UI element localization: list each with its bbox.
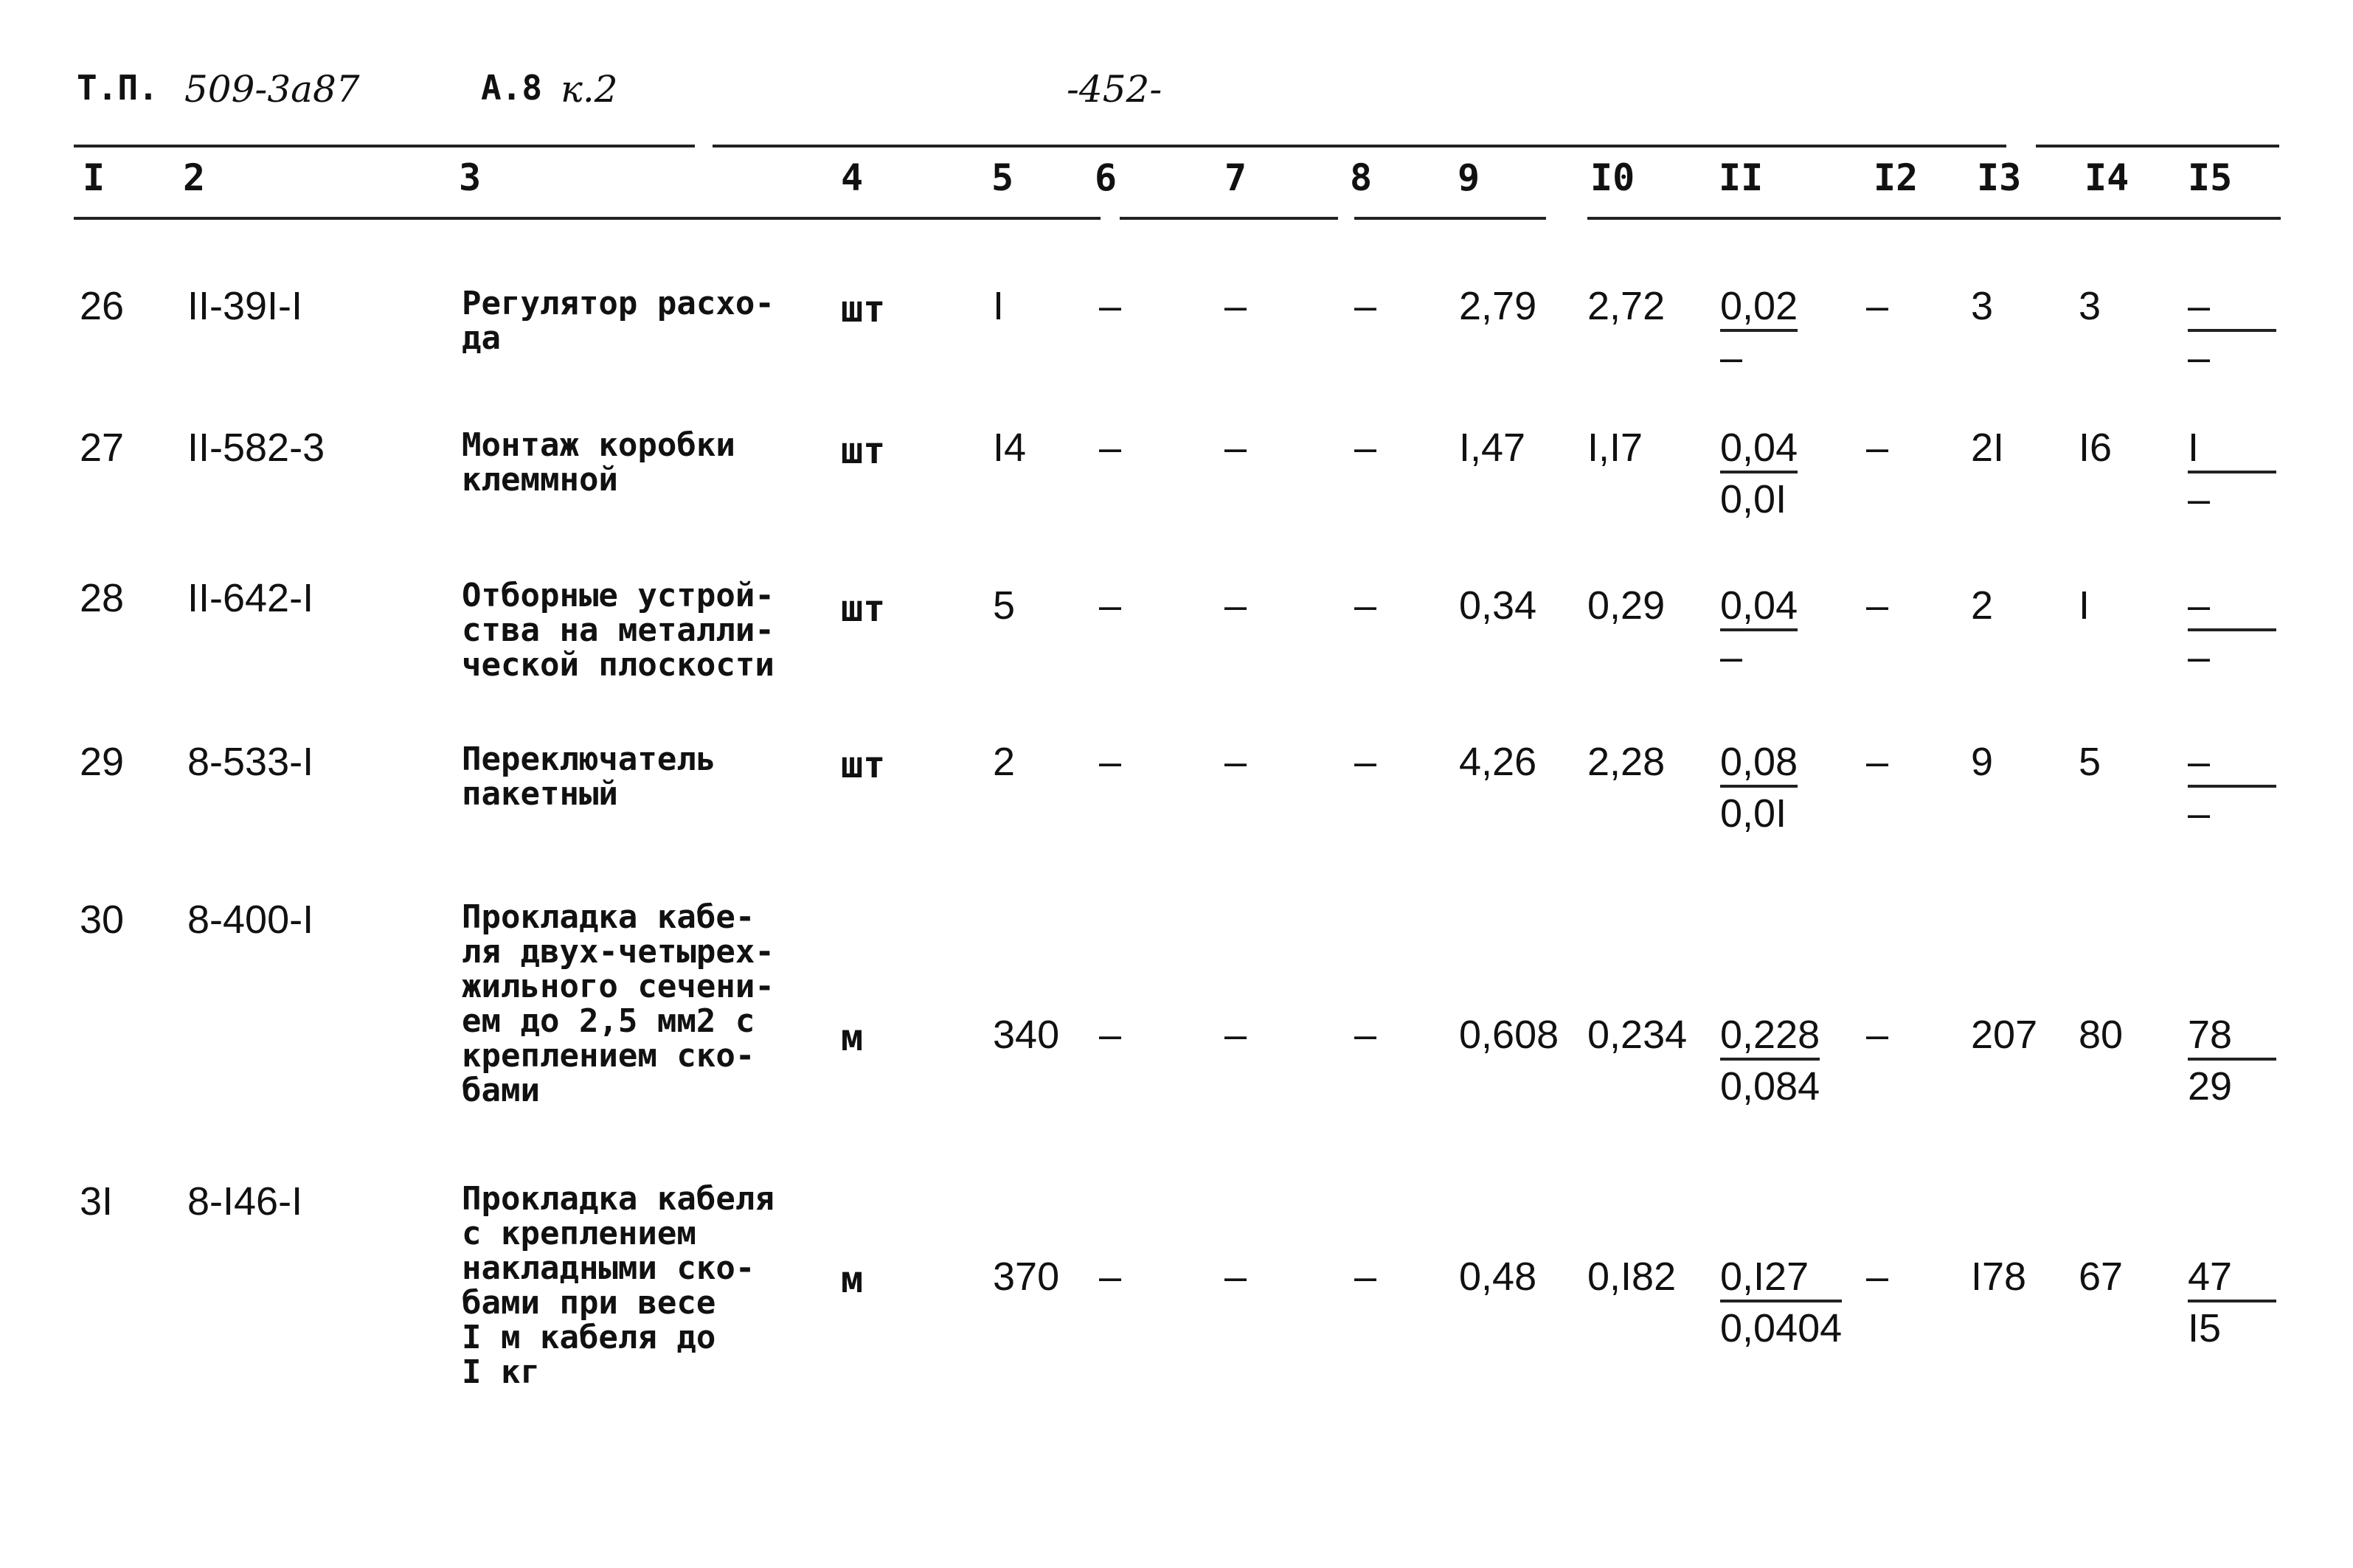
norm-code: II-39I-I (187, 284, 303, 328)
col-6-value: – (1099, 740, 1122, 784)
col-15-bottom: – (2188, 336, 2211, 380)
col-8-value: – (1354, 740, 1377, 784)
col-15-fraction (2188, 583, 2276, 679)
col-6-value: – (1099, 1255, 1122, 1299)
col-14-value: 3 (2079, 284, 2101, 328)
col-9-value: 2,79 (1459, 284, 1537, 328)
col-15-fraction (2188, 428, 2276, 519)
column-number: 7 (1224, 156, 1247, 199)
col-9-value: 0,608 (1459, 1013, 1559, 1057)
col-15-fraction (2188, 286, 2276, 378)
col-11-bottom: 0,084 (1720, 1064, 1820, 1109)
project-code: 509-3а87 (184, 68, 360, 111)
col-15-fraction (2188, 1257, 2276, 1348)
col-11-top: 0,I27 (1720, 1257, 1842, 1302)
col-11-top: 0,228 (1720, 1015, 1820, 1061)
col-9-value: 0,34 (1459, 583, 1537, 628)
col-11-fraction (1720, 1257, 1842, 1348)
col-9-value: 0,48 (1459, 1255, 1537, 1299)
norm-code: 8-533-I (187, 740, 314, 784)
col-12-value: – (1866, 740, 1889, 784)
col-15-bottom: I5 (2188, 1306, 2222, 1350)
row-number: 26 (80, 284, 125, 328)
col-12-value: – (1866, 284, 1889, 328)
col-11-top: 0,04 (1720, 428, 1798, 473)
doc-label: Т.П. (77, 68, 159, 108)
col-8-value: – (1354, 426, 1377, 470)
quantity: 5 (993, 583, 1016, 628)
column-number: 2 (183, 156, 206, 199)
col-11-bottom: 0,0I (1720, 791, 1787, 836)
col-15-fraction (2188, 1013, 2276, 1109)
col-6-value: – (1099, 583, 1122, 628)
col-13-value: 3 (1971, 284, 1994, 328)
row-number: 3I (80, 1179, 114, 1224)
col-10-value: 0,29 (1587, 583, 1666, 628)
col-15-top: – (2188, 286, 2276, 332)
col-15-bottom: – (2188, 477, 2211, 521)
col-11-fraction (1720, 286, 1798, 378)
col-8-value: – (1354, 1013, 1377, 1057)
col-13-value: 9 (1971, 740, 1994, 784)
col-11-bottom: – (1720, 635, 1743, 679)
col-9-value: I,47 (1459, 426, 1526, 470)
work-description: Прокладка кабе- ля двух-четырех- жильного сечени- ем до 2,5 мм2 с креплением ско- бами (462, 898, 774, 1109)
norm-code: 8-400-I (187, 898, 314, 942)
header-rule-bottom (1354, 217, 1546, 220)
album-label: А.8 (481, 68, 543, 108)
header-rule-bottom (1587, 217, 2281, 220)
col-6-value: – (1099, 284, 1122, 328)
col-11-bottom: – (1720, 336, 1743, 380)
col-11-top: 0,08 (1720, 742, 1798, 788)
col-8-value: – (1354, 1255, 1377, 1299)
col-12-value: – (1866, 426, 1889, 470)
header-rule-top (74, 145, 695, 148)
work-description: Регулятор расхо- да (462, 285, 774, 357)
col-15-top: – (2188, 742, 2276, 788)
col-11-top: 0,02 (1720, 286, 1798, 332)
norm-code: II-582-3 (187, 426, 325, 470)
unit: шт (841, 743, 886, 786)
work-description: Прокладка кабеля с креплением накладными ско- бами при весе I м кабеля до I кг (462, 1180, 774, 1391)
col-10-value: 0,234 (1587, 1013, 1688, 1057)
column-number: I (83, 156, 105, 199)
col-8-value: – (1354, 284, 1377, 328)
col-15-top: 47 (2188, 1257, 2276, 1302)
col-15-top: I (2188, 428, 2276, 473)
col-14-value: 67 (2079, 1255, 2124, 1299)
col-13-value: 2 (1971, 583, 1994, 628)
row-number: 29 (80, 740, 125, 784)
col-7-value: – (1224, 1255, 1247, 1299)
col-13-value: 207 (1971, 1013, 2038, 1057)
col-14-value: 5 (2079, 740, 2101, 784)
work-description: Переключатель пакетный (462, 740, 716, 813)
col-13-value: 2I (1971, 426, 2005, 470)
work-description: Монтаж коробки клеммной (462, 426, 735, 499)
column-number: I3 (1977, 156, 2022, 199)
col-14-value: 80 (2079, 1013, 2124, 1057)
col-11-bottom: 0,0I (1720, 477, 1787, 521)
unit: шт (841, 288, 886, 330)
unit: м (841, 1016, 864, 1059)
col-13-value: I78 (1971, 1255, 2027, 1299)
col-11-fraction (1720, 583, 1798, 679)
quantity: I4 (993, 426, 1027, 470)
col-11-fraction (1720, 740, 1798, 836)
norm-code: II-642-I (187, 576, 314, 620)
column-number: 8 (1350, 156, 1373, 199)
column-number: I4 (2085, 156, 2130, 199)
norm-code: 8-I46-I (187, 1179, 303, 1224)
col-6-value: – (1099, 426, 1122, 470)
column-number: I5 (2188, 156, 2233, 199)
quantity: 370 (993, 1255, 1060, 1299)
unit: м (841, 1258, 864, 1301)
col-9-value: 4,26 (1459, 740, 1537, 784)
header-rule-bottom (74, 217, 1101, 220)
row-number: 28 (80, 576, 125, 620)
col-10-value: I,I7 (1587, 426, 1643, 470)
column-number: 6 (1095, 156, 1117, 199)
unit: шт (841, 587, 886, 630)
col-11-fraction (1720, 428, 1798, 519)
header-rule-bottom (1120, 217, 1338, 220)
col-7-value: – (1224, 1013, 1247, 1057)
unit: шт (841, 429, 886, 472)
column-number: I0 (1590, 156, 1635, 199)
book-label: к.2 (561, 68, 618, 111)
column-number: II (1719, 156, 1764, 199)
quantity: I (993, 284, 1005, 328)
page-number: -452- (1067, 68, 1162, 111)
column-number: 3 (459, 156, 482, 199)
column-number: 9 (1458, 156, 1480, 199)
col-15-fraction (2188, 740, 2276, 836)
col-11-top: 0,04 (1720, 586, 1798, 631)
col-15-top: – (2188, 586, 2276, 631)
col-6-value: – (1099, 1013, 1122, 1057)
column-number: I2 (1874, 156, 1919, 199)
col-7-value: – (1224, 284, 1247, 328)
col-14-value: I (2079, 583, 2090, 628)
col-8-value: – (1354, 583, 1377, 628)
col-14-value: I6 (2079, 426, 2113, 470)
col-10-value: 2,72 (1587, 284, 1666, 328)
col-7-value: – (1224, 583, 1247, 628)
col-15-bottom: 29 (2188, 1064, 2233, 1109)
col-15-bottom: – (2188, 635, 2211, 679)
quantity: 2 (993, 740, 1016, 784)
col-15-bottom: – (2188, 791, 2211, 836)
column-number: 4 (841, 156, 864, 199)
quantity: 340 (993, 1013, 1060, 1057)
row-number: 30 (80, 898, 125, 942)
col-10-value: 2,28 (1587, 740, 1666, 784)
col-10-value: 0,I82 (1587, 1255, 1677, 1299)
header-rule-top (2036, 145, 2279, 148)
work-description: Отборные устрой- ства на металли- ческой плоскости (462, 577, 774, 684)
row-number: 27 (80, 426, 125, 470)
col-12-value: – (1866, 1255, 1889, 1299)
col-15-top: 78 (2188, 1015, 2276, 1061)
col-12-value: – (1866, 1013, 1889, 1057)
col-11-fraction (1720, 1013, 1820, 1109)
col-7-value: – (1224, 740, 1247, 784)
col-12-value: – (1866, 583, 1889, 628)
col-11-bottom: 0,0404 (1720, 1306, 1843, 1350)
col-7-value: – (1224, 426, 1247, 470)
header-rule-top (713, 145, 2006, 148)
column-number: 5 (991, 156, 1014, 199)
